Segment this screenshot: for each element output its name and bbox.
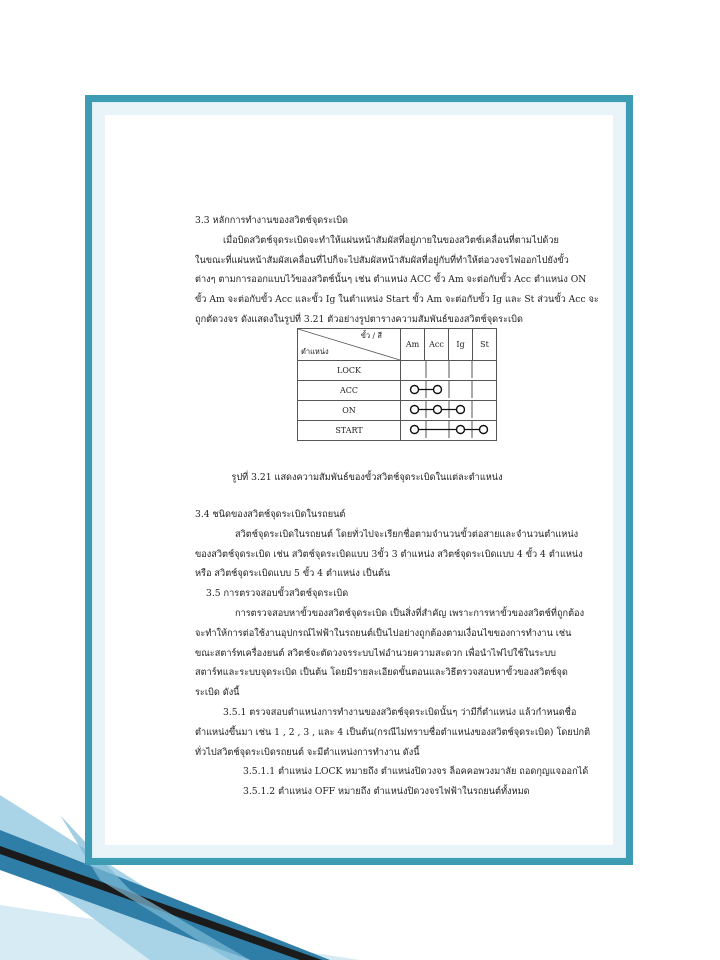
sub-item: 3.5.1.2 ตำแหน่ง OFF หมายถึง ตำแหน่งปิดวงจรไฟฟ้าในรถยนต์ทั้งหมด <box>243 786 530 798</box>
connection-diagram <box>403 381 495 398</box>
corner-bottom-label: ตำแหน่ง <box>301 347 329 356</box>
connection-dot <box>410 406 418 414</box>
paragraph-line: ของสวิตช์จุดระเบิด เช่น สวิตช์จุดระเบิดแบบ 3ขั้ว 3 ตำแหน่ง สวิตช์จุดระเบิดแบบ 4 ขั้ว 4 ตำแหน่ง <box>195 548 583 560</box>
paragraph-line: ในขณะที่แผ่นหน้าสัมผัสเคลื่อนที่ไปก็จะไปสัมผัสหน้าสัมผัสที่อยู่กับที่ทำให้ต่อวงจรไฟออกไปยังขั้ว <box>195 254 569 266</box>
connection-diagram <box>403 401 495 418</box>
sections-3-4-to-3-5 <box>195 505 595 802</box>
connection-cells <box>401 401 497 421</box>
paragraph-line: ขั้ว Am จะต่อกับขั้ว Acc และขั้ว Ig ในตำแหน่ง Start ขั้ว Am จะต่อกับขั้ว Ig และ St ส่วนขั้ว Acc จะ <box>195 294 599 306</box>
connection-dot <box>433 386 441 394</box>
paragraph-line: ถูกตัดวงจร ดังแสดงในรูปที่ 3.21 ตัวอย่างรูปตารางความสัมพันธ์ของสวิตช์จุดระเบิด <box>195 313 523 325</box>
connection-dot <box>433 406 441 414</box>
corner-top-label: ขั้ว / สี <box>360 331 382 340</box>
connection-dot <box>410 386 418 394</box>
column-header: St <box>473 329 497 361</box>
paragraph-line: ขณะสตาร์ทเครื่องยนต์ สวิตช์จะตัดวงจรระบบไฟอำนวยความสะดวก เพื่อนำไฟไปใช้ในระบบ <box>195 647 557 659</box>
connection-diagram <box>403 421 495 438</box>
column-header: Acc <box>425 329 449 361</box>
section-3-3 <box>195 211 599 330</box>
document-page <box>105 115 613 845</box>
paragraph-line: เมื่อบิดสวิตช์จุดระเบิดจะทำให้แผ่นหน้าสัมผัสที่อยู่ภายในของสวิตช์เคลื่อนที่ตามไปด้วย <box>223 234 559 246</box>
paragraph-line: ต่างๆ ตามการออกแบบไว้ของสวิตช์นั้นๆ เช่น ตำแหน่ง ACC ขั้ว Am จะต่อกับขั้ว Acc ตำแหน่ง ON <box>195 274 587 286</box>
paragraph-line: ตำแหน่งขึ้นมา เช่น 1 , 2 , 3 , และ 4 เป็นต้น(กรณีไม่ทราบชื่อตำแหน่งของสวิตช์จุดระเบิด) โดยปกติ <box>195 726 591 738</box>
figure-caption: รูปที่ 3.21 แสดงความสัมพันธ์ของขั้วสวิตช์จุดระเบิดในแต่ละตำแหน่ง <box>231 472 503 483</box>
paragraph-line: การตรวจสอบหาขั้วของสวิตช์จุดระเบิด เป็นสิ่งที่สำคัญ เพราะการหาขั้วของสวิตช์ที่ถูกต้อง <box>235 607 585 619</box>
slide-frame <box>85 95 633 865</box>
connection-cells <box>401 361 497 381</box>
paragraph-line: ทั่วไปสวิตช์จุดระเบิดรถยนต์ จะมีตำแหน่งการทำงาน ดังนี้ <box>195 746 420 758</box>
paragraph-line: 3.5.1 ตรวจสอบตำแหน่งการทำงานของสวิตช์จุดระเบิดนั้นๆ ว่ามีกี่ตำแหน่ง แล้วกำหนดชื่อ <box>223 706 577 718</box>
connection-cells <box>401 421 497 441</box>
row-label: LOCK <box>298 361 401 381</box>
paragraph-line: สวิตช์จุดระเบิดในรถยนต์ โดยทั่วไปจะเรียกชื่อตามจำนวนขั้วต่อสายและจำนวนตำแหน่ง <box>235 528 579 540</box>
paragraph-line: ระเบิด ดังนี้ <box>195 687 240 699</box>
paragraph-line: หรือ สวิตช์จุดระเบิดแบบ 5 ขั้ว 4 ตำแหน่ง เป็นต้น <box>195 568 391 580</box>
connection-diagram <box>403 361 495 378</box>
connection-cells <box>401 381 497 401</box>
relation-table-wrap <box>297 328 497 441</box>
connection-dot <box>456 426 464 434</box>
sub-item: 3.5.1.1 ตำแหน่ง LOCK หมายถึง ตำแหน่งปิดวงจร ล็อคคอพวงมาลัย ถอดกุญแจออกได้ <box>243 766 589 778</box>
row-label: START <box>298 421 401 441</box>
row-label: ACC <box>298 381 401 401</box>
connection-dot <box>456 406 464 414</box>
connection-dot <box>410 426 418 434</box>
heading-3-3: 3.3 หลักการทำงานของสวิตช์จุดระเบิด <box>195 215 348 226</box>
paragraph-line: จะทำให้การต่อใช้งานอุปกรณ์ไฟฟ้าในรถยนต์เป็นไปอย่างถูกต้องตามเงื่อนไขของการทำงาน เช่น <box>195 627 572 639</box>
heading-3-5: 3.5 การตรวจสอบขั้วสวิตช์จุดระเบิด <box>206 588 349 600</box>
connection-dot <box>479 426 487 434</box>
column-header: Am <box>401 329 425 361</box>
table-corner-header <box>298 329 401 361</box>
row-label: ON <box>298 401 401 421</box>
paragraph-line: สตาร์ทและระบบจุดระเบิด เป็นต้น โดยมีรายละเอียดขั้นตอนและวิธีตรวจสอบหาขั้วของสวิตช์จุด <box>195 667 568 679</box>
switch-relation-table <box>297 328 497 441</box>
frame-border <box>92 102 626 858</box>
column-header: Ig <box>449 329 473 361</box>
heading-3-4: 3.4 ชนิดของสวิตช์จุดระเบิดในรถยนต์ <box>195 509 346 520</box>
